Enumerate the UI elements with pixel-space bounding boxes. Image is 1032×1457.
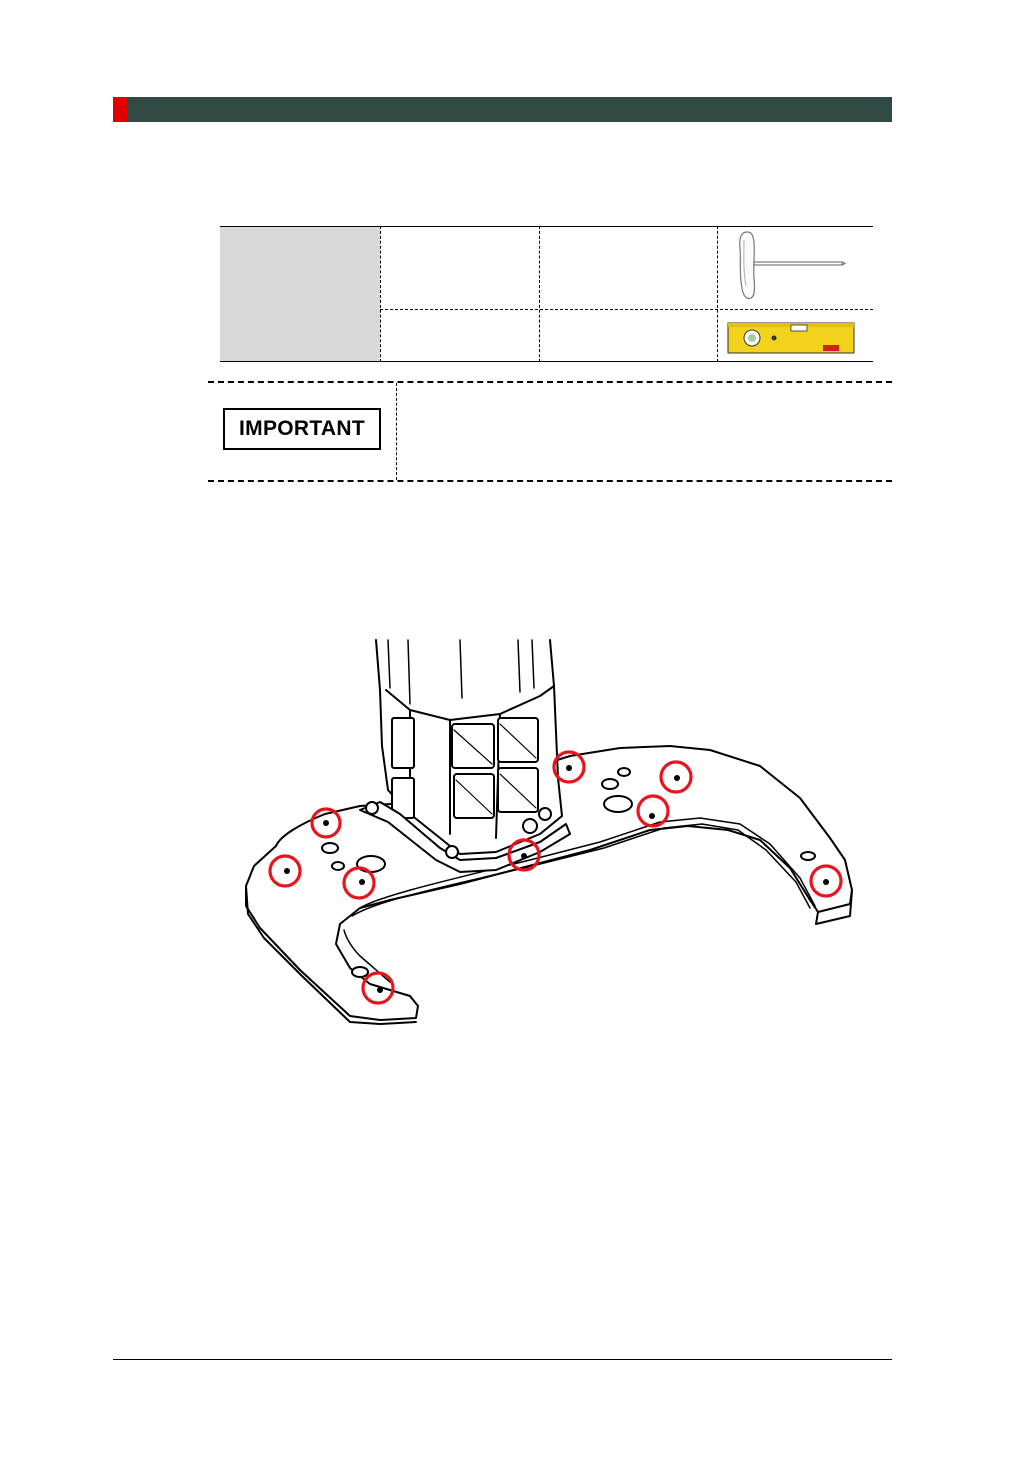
table-row-divider (380, 309, 873, 310)
notice-top-border (208, 381, 892, 383)
tools-table-label-cell (220, 226, 380, 362)
table-top-border (220, 226, 873, 227)
table-column-divider (380, 226, 381, 362)
t-handle-hex-wrench-icon (725, 228, 855, 304)
tools-table (220, 226, 873, 362)
section-header-bar (113, 97, 892, 122)
notice-divider (396, 383, 397, 480)
important-notice (208, 381, 892, 483)
notice-bottom-border (208, 480, 892, 482)
table-column-divider (539, 226, 540, 362)
stand-base-bolt-locations-illustration (240, 638, 860, 1028)
footer-rule (113, 1359, 892, 1360)
table-column-divider (717, 226, 718, 362)
spirit-level-icon (727, 321, 855, 355)
table-bottom-border (220, 361, 873, 362)
section-header-accent (113, 97, 127, 122)
important-label: IMPORTANT (223, 408, 381, 450)
